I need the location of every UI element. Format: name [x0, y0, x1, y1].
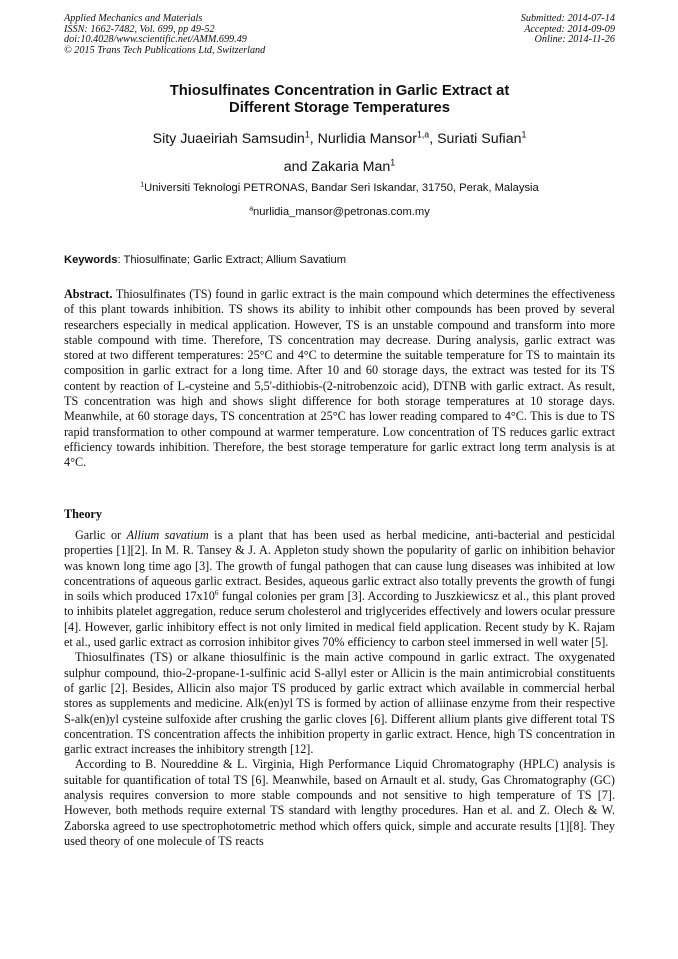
online-date: Online: 2014-11-26 [534, 34, 615, 46]
abstract [64, 287, 615, 471]
journal-issn: ISSN: 1662-7482, Vol. 699, pp 49-52 [64, 23, 215, 35]
paper-title [64, 83, 615, 117]
affiliation-text: Universiti Teknologi PETRONAS, Bandar Seri Iskandar, 31750, Perak, Malaysia [144, 182, 539, 194]
author-affil-sup: 1,a [416, 129, 430, 140]
author-name: Zakaria Man [311, 159, 391, 175]
publication-dates [521, 14, 615, 46]
author-line-1 [64, 126, 615, 152]
exponent: 6 [214, 588, 219, 598]
keywords-label: Keywords [64, 254, 118, 266]
section-heading-theory: Theory [64, 507, 102, 521]
title-line-2: Different Storage Temperatures [229, 100, 450, 116]
affiliation [64, 181, 615, 195]
accepted-date: Accepted: 2014-09-09 [524, 23, 615, 35]
paragraph: According to B. Noureddine & L. Virginia, High Performance Liquid Chromatography (HPLC) analysis is suitable for quantification of total TS [6]. Meanwhile, based on Arnault et al. study, Gas Chromatography (GC) analysis requires conversion to more stable compounds and not sensitive to high temperature of TS [7]. However, both methods require external TS standard with lengthy procedures. Han et al. and Z. Olech & W. Zaborska agreed to use spectrophotometric method which offers quick, simple and accurate results [1][8]. They used theory of one molecule of TS reacts [64, 757, 615, 848]
paragraph-text: fungal colonies per gram [3]. According to Juszkiewicsz et al., this plant proved to inhibits platelet aggregation, reduce serum cholesterol and triglycerides effectively and lowers ocular pressure [4]. However, garlic inhibitory effect is not only limited in medical field application. Recent study by K. Rajam et al., used garlic extract as corrosion inhibitor gives 70% efficiency to carbon steel immersed in well water [5]. [64, 589, 615, 650]
author-name: Sity Juaeiriah Samsudin [152, 131, 305, 147]
journal-name: Applied Mechanics and Materials [64, 13, 203, 24]
paragraph [64, 528, 615, 650]
author-separator: , [309, 131, 318, 147]
submitted-date: Submitted: 2014-07-14 [520, 13, 615, 24]
theory-body [64, 528, 615, 849]
abstract-label: Abstract. [64, 287, 113, 301]
keywords [64, 253, 615, 267]
author-separator: , [429, 131, 438, 147]
paragraph-text: is a plant that has been used as herbal medicine, anti-bacterial and pesticidal properties [1][2]. In M. R. Tansey & J. A. Appleton study shown the popularity of garlic on inhibition behavior was known long time ago [3]. The growth of fungal pathogen that can cause lung diseases was inhibited at low concentrations of aqueous garlic extract. Besides, aqueous garlic extract also totally prevents the growth of fungi in soils which produced 17x10 [64, 528, 615, 604]
author-line-2 [64, 154, 615, 180]
keywords-text: : Thiosulfinate; Garlic Extract; Allium Savatium [117, 254, 347, 266]
journal-copyright: © 2015 Trans Tech Publications Ltd, Switzerland [64, 44, 266, 56]
abstract-text: Thiosulfinates (TS) found in garlic extract is the main compound which determines the effectiveness of this plant towards inhibition. TS shows its ability to inhibit other compounds has been proved by several researchers especially in medical application. However, TS is an unstable compound and transform into more stable compound with time. Therefore, TS concentration may decrease. During analysis, garlic extract was stored at two different temperatures: 25°C and 4°C to determine the suitable temperature for TS to maintain its composition in garlic extract for a long time. After 10 and 60 storage days, the extract was tested for its TS content by reaction of L-cysteine and 5,5'-dithiobis-(2-nitrobenzoic acid), DTNB with garlic extract. As result, TS concentration was high and shows slight difference for both storage temperatures at 10 storage days. Meanwhile, at 60 storage days, TS concentration at 25°C has lower reading compared to 4°C. This is due to TS rapid transformation to other compound at warmer temperature. Low concentration of TS reduces garlic extract efficiency towards inhibition. Therefore, the best storage temperature for garlic extract long term analysis is at 4°C. [64, 287, 615, 470]
title-line-1: Thiosulfinates Concentration in Garlic Extract at [169, 83, 510, 99]
species-name: Allium savatium [126, 528, 209, 542]
author-affil-sup: 1 [521, 129, 527, 140]
paragraph: Thiosulfinates (TS) or alkane thiosulfinic is the main active compound in garlic extract. The oxygenated sulphur compound, thio-2-propane-1-sulfinic acid S-allyl ester or Allicin is the main antimicrobial constituents of garlic [2]. Besides, Allicin also major TS produced by garlic extract which available in commercial herbal stores as supplements and medicine. Alk(en)yl TS is formed by action of alliinase enzyme from their respective S-alk(en)yl cysteine sulfoxide after crushing the garlic cloves [6]. Different allium plants give different total TS concentration. TS concentration affects the inhibition property in garlic extract. Hence, high TS concentration in garlic extract increases the inhibitory strength [12]. [64, 650, 615, 757]
author-affil-sup: 1 [390, 157, 396, 168]
email-line [64, 205, 615, 219]
author-name: Suriati Sufian [437, 131, 522, 147]
email-sup: a [249, 205, 254, 213]
author-affil-sup: 1 [304, 129, 310, 140]
affiliation-sup: 1 [140, 181, 145, 189]
journal-info [64, 14, 265, 56]
author-name: Nurlidia Mansor [317, 131, 417, 147]
corresponding-email[interactable]: nurlidia_mansor@petronas.com.my [253, 206, 430, 218]
author-conjunction: and [283, 159, 312, 175]
journal-doi: doi:10.4028/www.scientific.net/AMM.699.49 [64, 34, 247, 46]
paragraph-text: Garlic or [75, 528, 127, 542]
author-list [64, 126, 615, 180]
